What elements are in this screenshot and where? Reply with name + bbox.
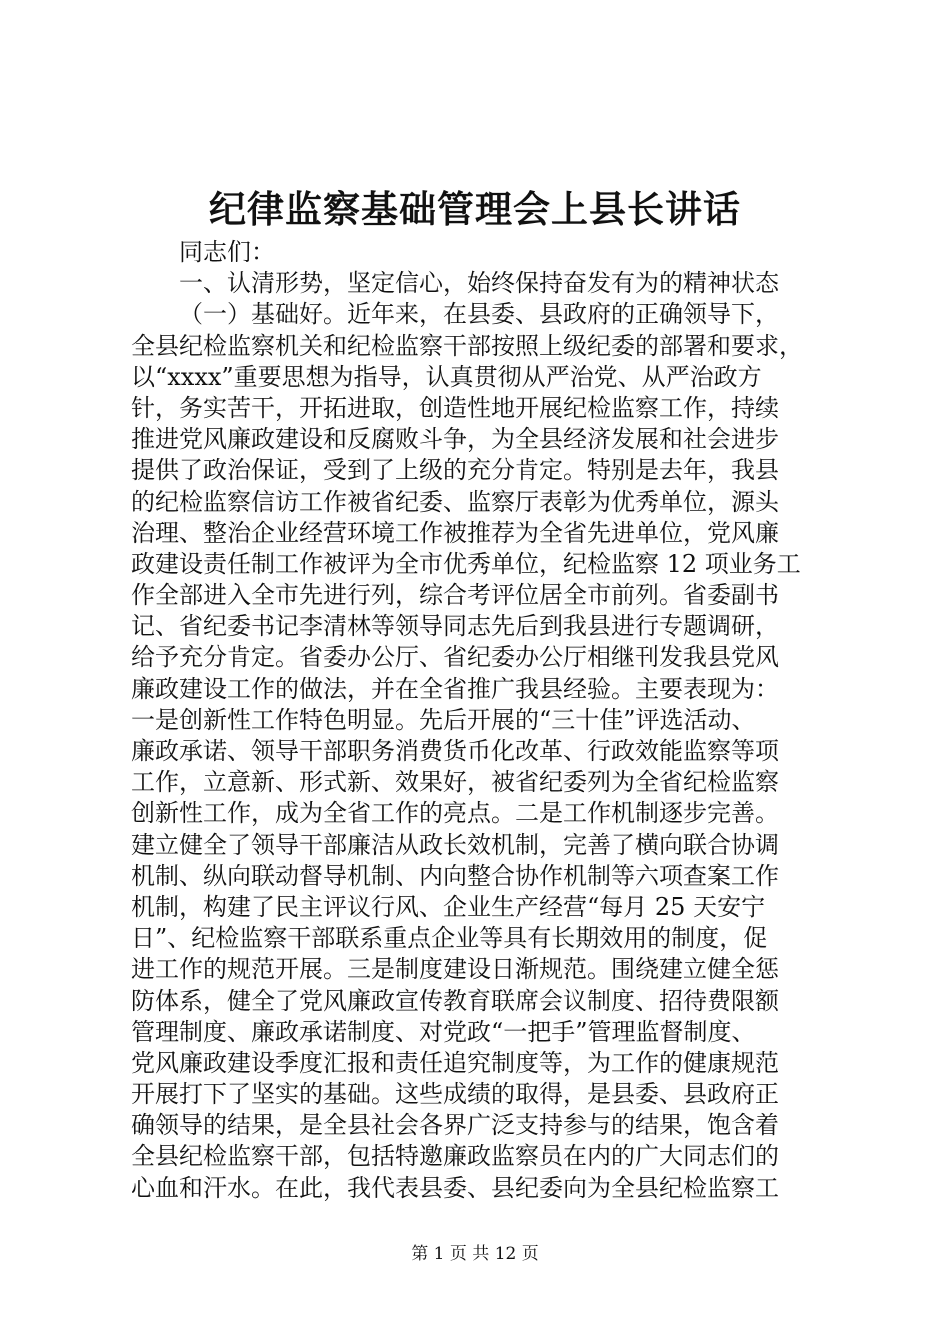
body-line: 进工作的规范开展。三是制度建设日渐规范。围绕建立健全惩 — [131, 955, 779, 984]
body-line: 党风廉政建设季度汇报和责任追究制度等，为工作的健康规范 — [131, 1048, 779, 1077]
body-line: 的纪检监察信访工作被省纪委、监察厅表彰为优秀单位，源头 — [131, 487, 779, 516]
body-line: 推进党风廉政建设和反腐败斗争，为全县经济发展和社会进步 — [131, 425, 779, 454]
body-line: 机制、纵向联动督导机制、内向整合协作机制等六项查案工作 — [131, 861, 779, 890]
body-line: 治理、整治企业经营环境工作被推荐为全省先进单位，党风廉 — [131, 518, 779, 547]
page-indicator: 第 1 页 共 12 页 — [411, 1244, 539, 1264]
body-line: 政建设责任制工作被评为全市优秀单位，纪检监察 12 项业务工 — [131, 549, 801, 578]
body-line: 管理制度、廉政承诺制度、对党政“一把手”管理监督制度、 — [131, 1017, 756, 1046]
body-line: 一是创新性工作特色明显。先后开展的“三十佳”评选活动、 — [131, 705, 756, 734]
subsection-line: （一）基础好。近年来，在县委、县政府的正确领导下， — [179, 300, 779, 329]
body-line: 确领导的结果，是全县社会各界广泛支持参与的结果，饱含着 — [131, 1111, 779, 1140]
body-line: 日”、纪检监察干部联系重点企业等具有长期效用的制度，促 — [131, 924, 768, 953]
body-line: 针，务实苦干，开拓进取，创造性地开展纪检监察工作，持续 — [131, 393, 779, 422]
body-line: 全县纪检监察干部，包括特邀廉政监察员在内的广大同志们的 — [131, 1142, 779, 1171]
body-line: 建立健全了领导干部廉洁从政长效机制，完善了横向联合协调 — [131, 830, 779, 859]
body-line: 开展打下了坚实的基础。这些成绩的取得，是县委、县政府正 — [131, 1080, 779, 1109]
body-line: 廉政承诺、领导干部职务消费货币化改革、行政效能监察等项 — [131, 737, 779, 765]
body-line: 给予充分肯定。省委办公厅、省纪委办公厅相继刊发我县党风 — [131, 643, 779, 672]
body-line: 机制，构建了民主评议行风、企业生产经营“每月 25 天安宁 — [131, 892, 766, 921]
section-heading: 一、认清形势，坚定信心，始终保持奋发有为的精神状态 — [179, 269, 779, 298]
document-title: 纪律监察基础管理会上县长讲话 — [209, 187, 741, 231]
body-line: 以“xxxx”重要思想为指导，认真贯彻从严治党、从严治政方 — [131, 362, 762, 391]
body-line: 作全部进入全市先进行列，综合考评位居全市前列。省委副书 — [131, 581, 779, 610]
body-line: 提供了政治保证，受到了上级的充分肯定。特别是去年，我县 — [131, 456, 779, 485]
body-line: 心血和汗水。在此，我代表县委、县纪委向为全县纪检监察工 — [131, 1173, 779, 1202]
document-body — [131, 237, 831, 1204]
body-line: 廉政建设工作的做法，并在全省推广我县经验。主要表现为： — [131, 674, 779, 703]
body-line: 创新性工作，成为全省工作的亮点。二是工作机制逐步完善。 — [131, 799, 779, 828]
body-line: 工作，立意新、形式新、效果好，被省纪委列为全省纪检监察 — [131, 768, 779, 797]
body-line: 记、省纪委书记李清林等领导同志先后到我县进行专题调研， — [131, 612, 779, 641]
page-footer — [0, 1242, 950, 1266]
body-line: 防体系，健全了党风廉政宣传教育联席会议制度、招待费限额 — [131, 986, 779, 1015]
greeting-line: 同志们： — [179, 238, 275, 266]
body-line: 全县纪检监察机关和纪检监察干部按照上级纪委的部署和要求， — [131, 331, 803, 360]
